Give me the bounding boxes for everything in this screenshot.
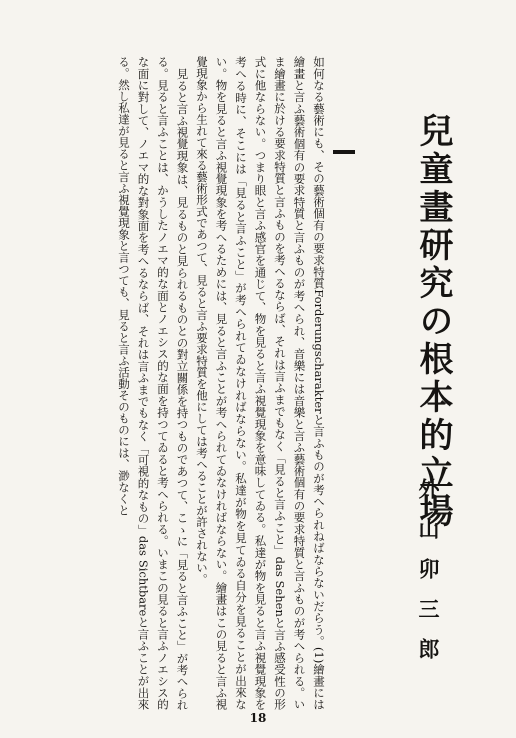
page-number: 18 bbox=[249, 711, 267, 725]
paragraph: 如何なる藝術にも、その藝術個有の要求特質Forderungscharakterと言ふものが考へられねばならないだらう。(1)繪畫には繪畫と言ふ藝術個有の要求特質と言ふものが考へられ、音樂には音樂と言ふ藝術個有の要求特質と言ふものが考へられる。いま繪畫に於ける要求特質と言ふものを考へるならば、それは言ふまでもなく「見ると言ふこと」das Sehenと言ふ感受性の形式に他ならない。つまり眼と言ふ感官を通じて、物を見ると言ふ視覺現象を意味してゐる。私達が物を見ると言ふ視覺現象を考へる時に、そこには「見ると言ふこと」が考へられてゐなければならない。私達が物を見てゐる自分を見ることが出來ない。物を見ると言ふ視覺現象を考へるためには、見ると言ふことが考へられてゐなければならない。繪畫はこの見ると言ふ視覺現象から生れて來る藝術形式であつて、見ると言ふ要求特質を他にしては考へることが許されない。 bbox=[195, 56, 326, 710]
article-title: 兒童畫研究の根本的立場 bbox=[413, 113, 453, 531]
section-number bbox=[333, 150, 355, 154]
author-name: 外山卯三郎 bbox=[416, 478, 441, 678]
paragraph: 見ると言ふ視覺現象は、見るものと見られるものとの對立關係を持つものであつて、こゝに「見ると言ふこと」が考へられる。見ると言ふことは、かうしたノエマ的な面とノエシス的な面を持つてゐると考へられる。いまこの見ると言ふノエシス的な面に對して、ノエマ的な對象面を考へるならば、それは言ふまでもなく「可視的なもの」das Sichtbareと言ふことが出來る。然し私達が見ると言ふ視覺現象と言つても、見ると言ふ活動そのものには、渺なくと bbox=[117, 56, 190, 710]
body-text bbox=[38, 56, 328, 710]
